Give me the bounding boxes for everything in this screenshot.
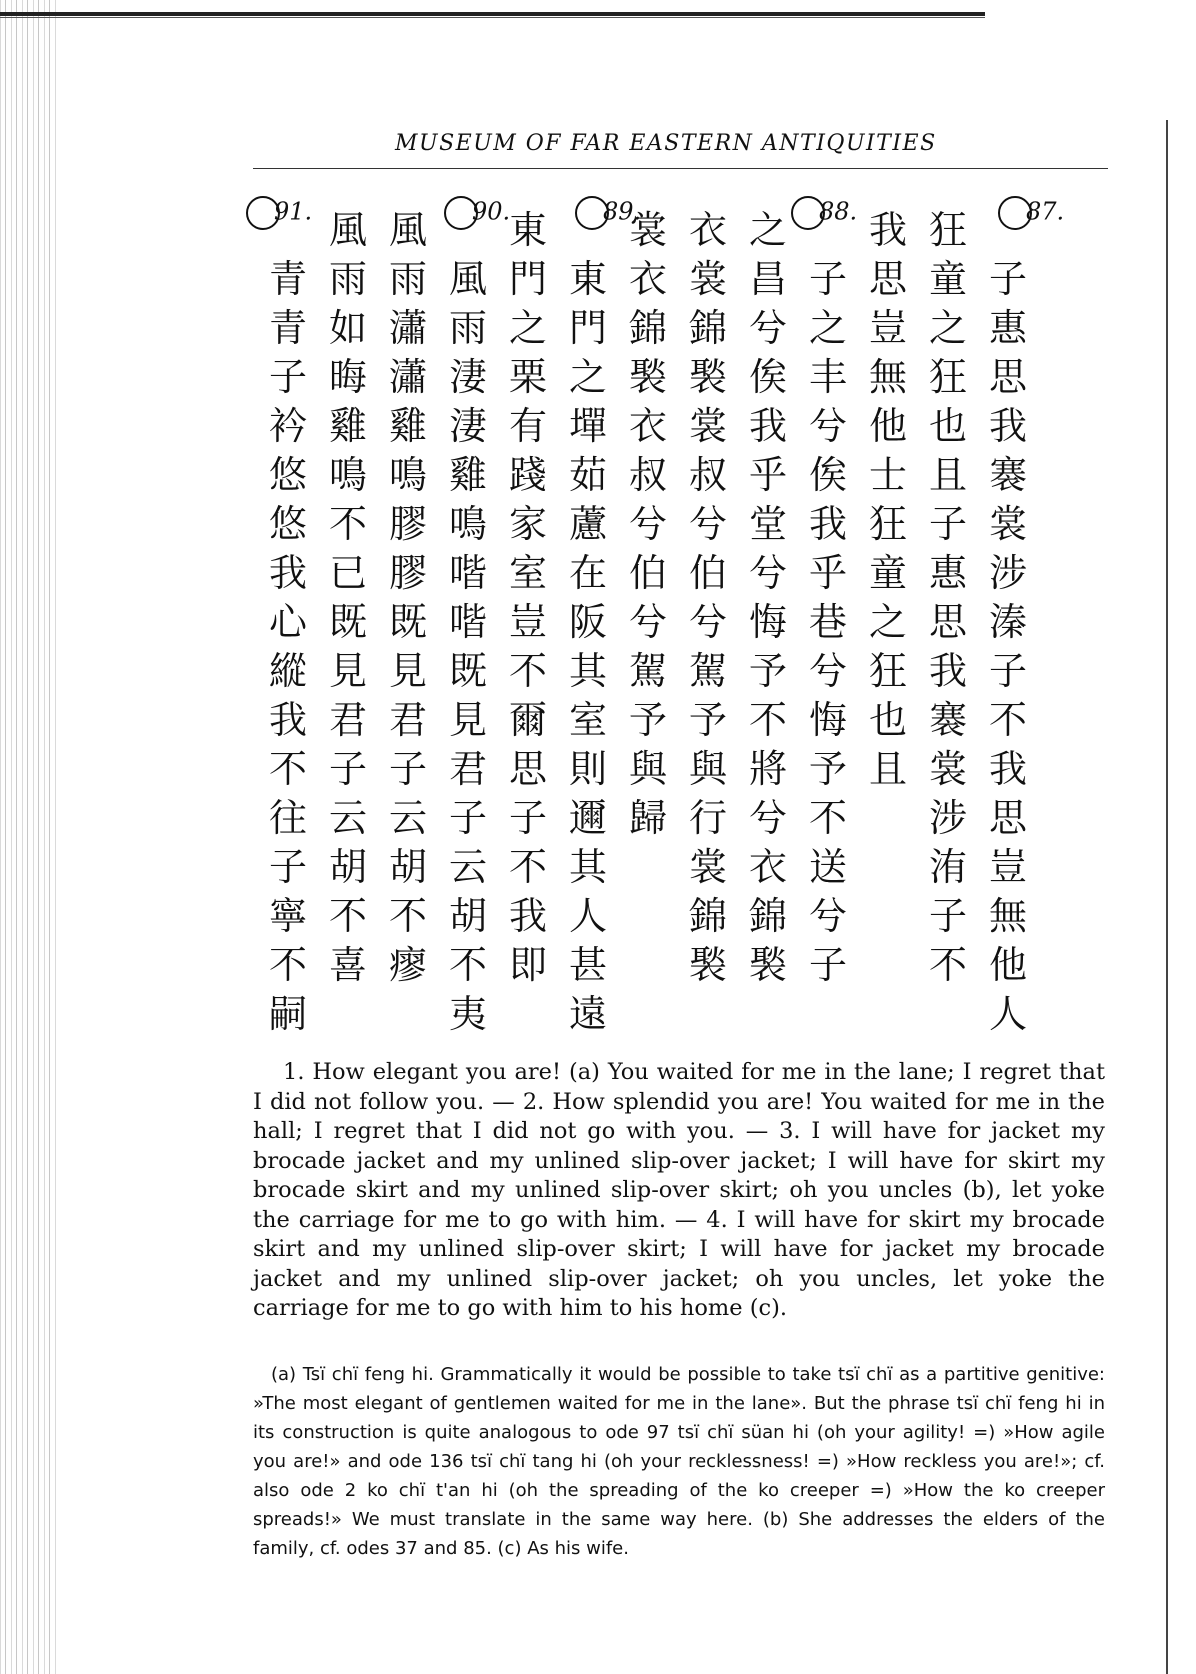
chinese-character: 兮	[628, 502, 667, 546]
chinese-character: 人	[988, 992, 1027, 1036]
top-border	[0, 12, 985, 16]
chinese-character: 不	[928, 943, 967, 987]
chinese-character: 云	[448, 845, 487, 889]
header-rule	[253, 168, 1108, 169]
chinese-character: 甚	[568, 943, 607, 987]
chinese-character: 胡	[328, 845, 367, 889]
chinese-character: 夷	[448, 992, 487, 1036]
ode-number-87: 87.	[998, 196, 1064, 230]
chinese-character: 豈	[508, 600, 547, 644]
chinese-character: 予	[688, 698, 727, 742]
chinese-character: 我	[748, 404, 787, 448]
text-column	[858, 206, 918, 794]
chinese-character: 兮	[688, 502, 727, 546]
chinese-character: 他	[868, 404, 907, 448]
footnotes: (a) Tsï chï feng hi. Grammatically it would be possible to take tsï chï as a partitive genitive: »The most elegant of gentlemen waited for me in the lane». But the phrase tsï chï feng hi in its construction is quite analogous to ode 97 tsï chï süan hi (oh your agility! =) »How agile you are!» and ode 136 tsï chï tang hi (oh your recklessness! =) »How reckless you are!»; cf. also ode 2 ko chï t'an hi (oh the spreading of the ko creeper =) »How the ko creeper spreads!» We must translate in the same way here. (b) She addresses the elders of the family, cf. odes 37 and 85. (c) As his wife.	[253, 1364, 1105, 1559]
chinese-character: 子	[268, 845, 307, 889]
chinese-character: 其	[568, 649, 607, 693]
chinese-character: 喜	[328, 943, 367, 987]
chinese-character: 俟	[748, 355, 787, 399]
chinese-character: 洧	[928, 845, 967, 889]
chinese-character: 我	[508, 894, 547, 938]
chinese-character: 涉	[988, 551, 1027, 595]
chinese-character: 裳	[688, 404, 727, 448]
chinese-character: 伯	[628, 551, 667, 595]
chinese-character: 褧	[628, 355, 667, 399]
chinese-character: 思	[988, 355, 1027, 399]
chinese-character: 之	[808, 306, 847, 350]
english-translation: 1. How elegant you are! (a) You waited for me in the lane; I regret that I did not follow you. — 2. How splendid you are! You waited for me in the hall; I regret that I did not go with you. — 3. I will have for jacket my brocade jacket and my unlined slip-over jacket; I will have for skirt my brocade skirt and my unlined slip-over skirt; oh you uncles (b), let yoke the carriage for me to go with him. — 4. I will have for skirt my brocade skirt and my unlined slip-over skirt; I will have for jacket my brocade jacket and my unlined slip-over jacket; oh you uncles, let yoke the carriage for me to go with him to his home (c).	[253, 1059, 1105, 1321]
chinese-character: 則	[568, 747, 607, 791]
chinese-character: 子	[988, 257, 1027, 301]
chinese-character: 衣	[628, 404, 667, 448]
ode-number-89: 89.	[575, 196, 641, 230]
chinese-character: 膠	[388, 502, 427, 546]
chinese-character: 不	[268, 747, 307, 791]
chinese-character: 無	[868, 355, 907, 399]
chinese-character: 踐	[508, 453, 547, 497]
chinese-character: 歸	[628, 796, 667, 840]
page-edge	[1166, 120, 1168, 1674]
binding-edge	[0, 0, 60, 1674]
chinese-character: 邇	[568, 796, 607, 840]
chinese-character: 胡	[448, 894, 487, 938]
chinese-character: 瀟	[388, 306, 427, 350]
chinese-character: 雨	[388, 257, 427, 301]
text-column	[798, 206, 858, 990]
chinese-character: 錦	[688, 894, 727, 938]
chinese-character: 乎	[808, 551, 847, 595]
chinese-character: 狂	[928, 208, 967, 252]
chinese-character: 子	[508, 796, 547, 840]
chinese-character: 喈	[448, 600, 487, 644]
chinese-character: 不	[448, 943, 487, 987]
chinese-character: 縱	[268, 649, 307, 693]
chinese-character: 不	[508, 845, 547, 889]
chinese-character: 兮	[808, 894, 847, 938]
chinese-character: 寧	[268, 894, 307, 938]
chinese-character: 君	[388, 698, 427, 742]
chinese-character: 裳	[628, 208, 667, 252]
chinese-character: 雨	[448, 306, 487, 350]
chinese-character: 悔	[808, 698, 847, 742]
chinese-character: 不	[748, 698, 787, 742]
chinese-character: 伯	[688, 551, 727, 595]
chinese-character: 君	[328, 698, 367, 742]
chinese-character: 子	[388, 747, 427, 791]
chinese-text-columns	[258, 197, 1078, 1036]
chinese-character: 既	[388, 600, 427, 644]
chinese-character: 見	[328, 649, 367, 693]
chinese-character: 見	[448, 698, 487, 742]
chinese-character: 子	[928, 502, 967, 546]
chinese-character: 青	[268, 257, 307, 301]
chinese-character: 之	[568, 355, 607, 399]
chinese-character: 爾	[508, 698, 547, 742]
chinese-character: 悔	[748, 600, 787, 644]
chinese-character: 褧	[688, 943, 727, 987]
chinese-character: 我	[808, 502, 847, 546]
chinese-character: 君	[448, 747, 487, 791]
chinese-character: 晦	[328, 355, 367, 399]
chinese-character: 不	[328, 894, 367, 938]
chinese-character: 云	[328, 796, 367, 840]
chinese-character: 駕	[628, 649, 667, 693]
chinese-character: 裳	[988, 502, 1027, 546]
chinese-character: 東	[508, 208, 547, 252]
chinese-character: 子	[808, 943, 847, 987]
chinese-character: 遠	[568, 992, 607, 1036]
chinese-character: 其	[568, 845, 607, 889]
chinese-character: 我	[928, 649, 967, 693]
chinese-character: 藘	[568, 502, 607, 546]
chinese-character: 童	[928, 257, 967, 301]
chinese-character: 也	[928, 404, 967, 448]
chinese-character: 俟	[808, 453, 847, 497]
chinese-character: 叔	[628, 453, 667, 497]
chinese-character: 門	[568, 306, 607, 350]
chinese-character: 已	[328, 551, 367, 595]
chinese-character: 即	[508, 943, 547, 987]
chinese-character: 狂	[928, 355, 967, 399]
chinese-character: 墠	[568, 404, 607, 448]
chinese-character: 鳴	[388, 453, 427, 497]
chinese-character: 鳴	[328, 453, 367, 497]
chinese-character: 淒	[448, 355, 487, 399]
chinese-character: 子	[268, 355, 307, 399]
text-column	[498, 206, 558, 990]
chinese-character: 往	[268, 796, 307, 840]
chinese-character: 雞	[328, 404, 367, 448]
chinese-character: 昌	[748, 257, 787, 301]
chinese-character: 童	[868, 551, 907, 595]
chinese-character: 兮	[628, 600, 667, 644]
chinese-character: 家	[508, 502, 547, 546]
chinese-character: 堂	[748, 502, 787, 546]
chinese-character: 我	[268, 551, 307, 595]
chinese-character: 錦	[748, 894, 787, 938]
chinese-character: 狂	[868, 502, 907, 546]
chinese-character: 思	[868, 257, 907, 301]
chinese-character: 士	[868, 453, 907, 497]
text-column	[618, 206, 678, 843]
chinese-character: 子	[928, 894, 967, 938]
chinese-character: 兮	[808, 649, 847, 693]
chinese-character: 不	[268, 943, 307, 987]
chinese-character: 思	[508, 747, 547, 791]
chinese-character: 行	[688, 796, 727, 840]
chinese-character: 不	[808, 796, 847, 840]
chinese-character: 不	[508, 649, 547, 693]
chinese-character: 送	[808, 845, 847, 889]
chinese-character: 子	[988, 649, 1027, 693]
text-column	[258, 206, 318, 1039]
chinese-character: 褰	[988, 453, 1027, 497]
ode-number-88: 88.	[791, 196, 857, 230]
chinese-character: 兮	[748, 551, 787, 595]
text-column	[978, 206, 1038, 1039]
chinese-character: 子	[448, 796, 487, 840]
chinese-character: 兮	[808, 404, 847, 448]
chinese-character: 心	[268, 600, 307, 644]
chinese-character: 涉	[928, 796, 967, 840]
chinese-character: 子	[808, 257, 847, 301]
chinese-character: 駕	[688, 649, 727, 693]
chinese-character: 乎	[748, 453, 787, 497]
chinese-character: 室	[508, 551, 547, 595]
chinese-character: 裳	[928, 747, 967, 791]
chinese-character: 兮	[688, 600, 727, 644]
text-column	[438, 206, 498, 1039]
chinese-character: 雞	[448, 453, 487, 497]
chinese-character: 室	[568, 698, 607, 742]
chinese-character: 無	[988, 894, 1027, 938]
chinese-character: 阪	[568, 600, 607, 644]
chinese-character: 我	[268, 698, 307, 742]
chinese-character: 嗣	[268, 992, 307, 1036]
chinese-character: 衣	[628, 257, 667, 301]
chinese-character: 悠	[268, 502, 307, 546]
running-header: MUSEUM OF FAR EASTERN ANTIQUITIES	[395, 131, 937, 156]
chinese-character: 膠	[388, 551, 427, 595]
chinese-character: 裳	[688, 257, 727, 301]
chinese-character: 云	[388, 796, 427, 840]
chinese-character: 雞	[388, 404, 427, 448]
chinese-character: 栗	[508, 355, 547, 399]
chinese-character: 風	[388, 208, 427, 252]
text-column	[378, 206, 438, 990]
chinese-character: 淒	[448, 404, 487, 448]
ode-number-90: 90.	[444, 196, 510, 230]
chinese-character: 也	[868, 698, 907, 742]
chinese-character: 喈	[448, 551, 487, 595]
chinese-character: 巷	[808, 600, 847, 644]
chinese-character: 與	[688, 747, 727, 791]
chinese-character: 褧	[688, 355, 727, 399]
chinese-character: 不	[988, 698, 1027, 742]
chinese-character: 門	[508, 257, 547, 301]
chinese-character: 青	[268, 306, 307, 350]
chinese-character: 褰	[928, 698, 967, 742]
top-border-thin	[0, 17, 985, 18]
chinese-character: 思	[928, 600, 967, 644]
chinese-character: 惠	[928, 551, 967, 595]
chinese-character: 且	[928, 453, 967, 497]
chinese-character: 裳	[688, 845, 727, 889]
chinese-character: 衣	[688, 208, 727, 252]
chinese-character: 不	[388, 894, 427, 938]
chinese-character: 豈	[868, 306, 907, 350]
chinese-character: 褧	[748, 943, 787, 987]
chinese-character: 不	[328, 502, 367, 546]
chinese-character: 風	[328, 208, 367, 252]
chinese-character: 狂	[868, 649, 907, 693]
chinese-character: 衿	[268, 404, 307, 448]
chinese-character: 見	[388, 649, 427, 693]
chinese-character: 兮	[748, 796, 787, 840]
chinese-character: 兮	[748, 306, 787, 350]
chinese-character: 悠	[268, 453, 307, 497]
chinese-character: 子	[328, 747, 367, 791]
chinese-character: 他	[988, 943, 1027, 987]
ode-number-91: 91.	[246, 196, 312, 230]
chinese-character: 我	[988, 747, 1027, 791]
chinese-character: 予	[628, 698, 667, 742]
chinese-character: 錦	[688, 306, 727, 350]
text-column	[678, 206, 738, 990]
chinese-character: 豈	[988, 845, 1027, 889]
chinese-character: 如	[328, 306, 367, 350]
chinese-character: 鳴	[448, 502, 487, 546]
chinese-character: 茹	[568, 453, 607, 497]
chinese-character: 瘳	[388, 943, 427, 987]
chinese-character: 之	[868, 600, 907, 644]
chinese-character: 將	[748, 747, 787, 791]
chinese-character: 我	[988, 404, 1027, 448]
chinese-character: 之	[748, 208, 787, 252]
chinese-character: 我	[868, 208, 907, 252]
chinese-character: 衣	[748, 845, 787, 889]
chinese-character: 既	[328, 600, 367, 644]
chinese-character: 溱	[988, 600, 1027, 644]
chinese-character: 瀟	[388, 355, 427, 399]
chinese-character: 雨	[328, 257, 367, 301]
chinese-character: 思	[988, 796, 1027, 840]
chinese-character: 風	[448, 257, 487, 301]
chinese-character: 且	[868, 747, 907, 791]
chinese-character: 胡	[388, 845, 427, 889]
chinese-character: 予	[748, 649, 787, 693]
chinese-character: 與	[628, 747, 667, 791]
chinese-character: 有	[508, 404, 547, 448]
chinese-character: 予	[808, 747, 847, 791]
chinese-character: 東	[568, 257, 607, 301]
chinese-character: 叔	[688, 453, 727, 497]
text-column	[918, 206, 978, 990]
chinese-character: 錦	[628, 306, 667, 350]
chinese-character: 之	[508, 306, 547, 350]
text-column	[318, 206, 378, 990]
chinese-character: 之	[928, 306, 967, 350]
chinese-character: 在	[568, 551, 607, 595]
chinese-character: 丰	[808, 355, 847, 399]
text-column	[738, 206, 798, 990]
text-column	[558, 206, 618, 1039]
chinese-character: 既	[448, 649, 487, 693]
chinese-character: 惠	[988, 306, 1027, 350]
chinese-character: 人	[568, 894, 607, 938]
